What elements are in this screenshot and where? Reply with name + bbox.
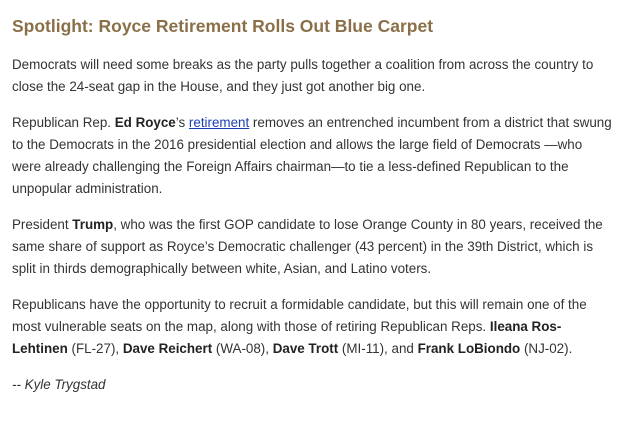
person-name-dave-trott: Dave Trott (272, 341, 339, 356)
text-segment: (MI-11), and (338, 341, 418, 356)
paragraph-royce (12, 112, 612, 200)
paragraph-intro-text: Democrats will need some breaks as the party pulls together a coalition from across the country to close the 24-seat gap in the House, and they just got another big one. (12, 57, 594, 94)
person-name-dave-reichert: Dave Reichert (122, 341, 213, 356)
text-segment: (WA-08), (212, 341, 273, 356)
person-name-frank-lobiondo: Frank LoBiondo (417, 341, 521, 356)
paragraph-vulnerable-seats (12, 294, 612, 360)
person-name-ileana-ros-lehtinen: Ileana Ros-Lehtinen (12, 319, 562, 356)
text-segment: Republican Rep. (12, 115, 115, 130)
person-name-ed-royce: Ed Royce (114, 115, 176, 130)
text-segment: Republicans have the opportunity to recruit a formidable candidate, but this will remain one of the most vulnerable seats on the map, along with those of retiring Republican Reps. (12, 297, 587, 334)
paragraph-trump (12, 214, 612, 280)
text-segment: (NJ-02). (520, 341, 573, 356)
article-title: Spotlight: Royce Retirement Rolls Out Blue Carpet (12, 16, 434, 36)
text-segment: , who was the first GOP candidate to lose Orange County in 80 years, received the same share of support as Royce’s Democratic challenger (43 percent) in the 39th District, which is split in thirds demographically between white, Asian, and Latino voters. (12, 217, 603, 276)
text-segment: President (12, 217, 73, 232)
person-name-trump: Trump (72, 217, 114, 232)
paragraph-intro (12, 54, 612, 98)
text-segment: (FL-27), (67, 341, 123, 356)
retirement-link[interactable]: retirement (188, 115, 250, 130)
text-segment: ’s (175, 115, 189, 130)
byline: -- Kyle Trygstad (12, 377, 106, 392)
text-segment: removes an entrenched incumbent from a district that swung to the Democrats in the 2016 presidential election and allows the large field of Democrats —who were already challenging the Foreign Affairs chairman—to tie a less-defined Republican to the unpopular administration. (12, 115, 612, 196)
